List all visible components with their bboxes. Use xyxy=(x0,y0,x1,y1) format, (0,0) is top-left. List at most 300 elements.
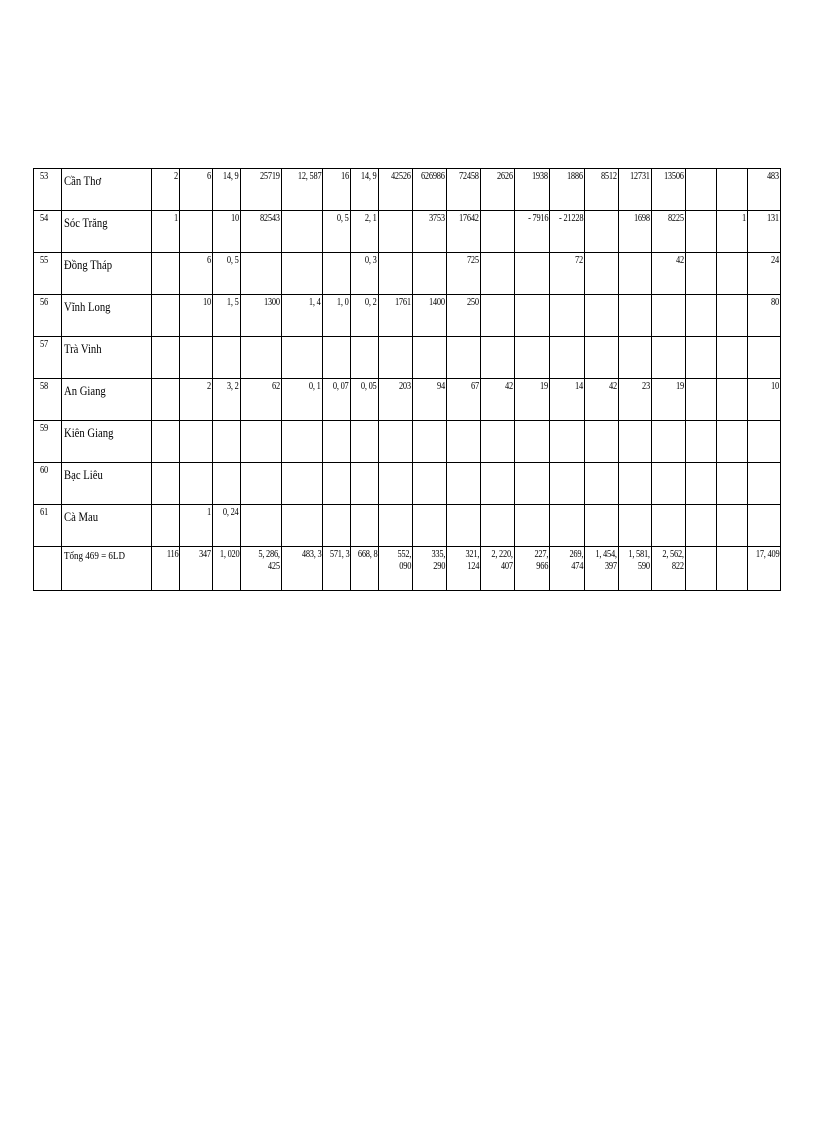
cell-value: 1, 5 xyxy=(227,297,239,308)
cell-value: 25719 xyxy=(260,171,280,182)
table-cell xyxy=(652,421,686,463)
province-name-text: An Giang xyxy=(64,383,106,398)
cell-value: 8512 xyxy=(601,171,617,182)
cell-value: 1400 xyxy=(429,297,445,308)
table-cell xyxy=(323,463,351,505)
table-row xyxy=(34,253,781,295)
table-cell xyxy=(585,463,619,505)
table-cell xyxy=(585,211,619,253)
cell-value: 19 xyxy=(676,381,684,392)
table-cell xyxy=(481,505,515,547)
province-name xyxy=(62,421,152,463)
cell-value: - 21228 xyxy=(558,213,583,224)
row-number-text: 56 xyxy=(40,297,48,308)
table-cell xyxy=(515,463,550,505)
table-cell xyxy=(379,421,413,463)
table-cell xyxy=(748,295,781,337)
cell-value: 725 xyxy=(467,255,479,266)
province-name-text: Kiên Giang xyxy=(64,425,114,440)
cell-value: 0, 2 xyxy=(365,297,377,308)
cell-value: 72 xyxy=(575,255,583,266)
table-cell xyxy=(550,295,585,337)
row-number xyxy=(34,211,62,253)
table-cell xyxy=(748,253,781,295)
table-cell xyxy=(619,295,652,337)
province-name-text: Trà Vinh xyxy=(64,341,102,356)
province-name-text: Cà Mau xyxy=(64,509,99,524)
table-cell xyxy=(241,211,282,253)
table-cell xyxy=(413,379,447,421)
table-cell xyxy=(515,337,550,379)
cell-value: 10 xyxy=(231,213,239,224)
cell-value: 347 xyxy=(199,549,211,560)
cell-value: 483, 3 xyxy=(301,549,321,560)
table-cell xyxy=(323,253,351,295)
table-cell xyxy=(447,463,481,505)
row-number-text: 53 xyxy=(40,171,48,182)
table-cell xyxy=(379,337,413,379)
table-cell xyxy=(213,337,241,379)
total-cell xyxy=(180,547,213,591)
cell-value: 16 xyxy=(341,171,349,182)
table-cell xyxy=(748,169,781,211)
table-cell xyxy=(379,169,413,211)
table-cell xyxy=(748,463,781,505)
total-cell xyxy=(413,547,447,591)
table-cell xyxy=(748,379,781,421)
table-cell xyxy=(180,421,213,463)
total-cell xyxy=(686,547,717,591)
cell-value: 42 xyxy=(676,255,684,266)
cell-value: 12731 xyxy=(630,171,650,182)
table-cell xyxy=(481,337,515,379)
table-cell xyxy=(413,463,447,505)
total-cell xyxy=(351,547,379,591)
cell-value: 0, 24 xyxy=(223,507,239,518)
cell-value: 2 xyxy=(174,171,178,182)
cell-value: 10 xyxy=(771,381,779,392)
cell-value: 227, 966 xyxy=(534,549,548,572)
cell-value: 1886 xyxy=(567,171,583,182)
table-cell xyxy=(717,253,748,295)
total-cell xyxy=(213,547,241,591)
table-cell xyxy=(323,169,351,211)
table-cell xyxy=(413,295,447,337)
cell-value: 335, 290 xyxy=(431,549,445,572)
table-cell xyxy=(550,211,585,253)
table-cell xyxy=(686,463,717,505)
table-cell xyxy=(550,253,585,295)
table-cell xyxy=(585,295,619,337)
cell-value: 3753 xyxy=(429,213,445,224)
table-cell xyxy=(619,169,652,211)
table-cell xyxy=(152,295,180,337)
table-cell xyxy=(180,463,213,505)
cell-value: 5, 286, 425 xyxy=(258,549,280,572)
cell-value: 1698 xyxy=(634,213,650,224)
cell-value: 6 xyxy=(207,255,211,266)
table-cell xyxy=(351,505,379,547)
province-name xyxy=(62,463,152,505)
table-cell xyxy=(241,379,282,421)
table-cell xyxy=(585,337,619,379)
table-cell xyxy=(413,169,447,211)
table-cell xyxy=(241,169,282,211)
table-cell xyxy=(619,379,652,421)
table-cell xyxy=(413,211,447,253)
cell-value: 1761 xyxy=(395,297,411,308)
cell-value: 8225 xyxy=(668,213,684,224)
cell-value: 24 xyxy=(771,255,779,266)
table-cell xyxy=(152,379,180,421)
table-cell xyxy=(481,421,515,463)
total-label xyxy=(62,547,152,591)
cell-value: 94 xyxy=(437,381,445,392)
row-number xyxy=(34,463,62,505)
total-cell xyxy=(323,547,351,591)
table-cell xyxy=(717,337,748,379)
row-number-text: 55 xyxy=(40,255,48,266)
total-cell xyxy=(652,547,686,591)
total-cell xyxy=(717,547,748,591)
table-cell xyxy=(180,379,213,421)
table-cell xyxy=(241,253,282,295)
cell-value: 0, 1 xyxy=(309,381,321,392)
table-cell xyxy=(152,421,180,463)
table-cell xyxy=(323,295,351,337)
total-cell xyxy=(550,547,585,591)
province-name-text: Bạc Liêu xyxy=(64,467,103,482)
table-cell xyxy=(652,337,686,379)
table-cell xyxy=(180,337,213,379)
table-row xyxy=(34,337,781,379)
table-cell xyxy=(323,337,351,379)
table-cell xyxy=(213,169,241,211)
table-cell xyxy=(379,211,413,253)
row-number xyxy=(34,337,62,379)
row-number-text: 59 xyxy=(40,423,48,434)
table-row xyxy=(34,379,781,421)
table-cell xyxy=(180,211,213,253)
table-cell xyxy=(481,295,515,337)
table-cell xyxy=(619,505,652,547)
table-cell xyxy=(152,253,180,295)
table-cell xyxy=(619,421,652,463)
cell-value: 552, 090 xyxy=(397,549,411,572)
cell-value: 6 xyxy=(207,171,211,182)
cell-value: 1, 581, 590 xyxy=(628,549,650,572)
table-cell xyxy=(619,337,652,379)
table-cell xyxy=(481,211,515,253)
table-cell xyxy=(213,505,241,547)
table-cell xyxy=(717,505,748,547)
row-number xyxy=(34,295,62,337)
table-cell xyxy=(481,379,515,421)
table-cell xyxy=(241,421,282,463)
table-cell xyxy=(515,421,550,463)
table-cell xyxy=(180,295,213,337)
table-cell xyxy=(652,295,686,337)
table-cell xyxy=(686,421,717,463)
table-cell xyxy=(213,421,241,463)
cell-value: 131 xyxy=(767,213,779,224)
cell-value: 14, 9 xyxy=(223,171,239,182)
table-cell xyxy=(686,211,717,253)
table-cell xyxy=(413,505,447,547)
table-cell xyxy=(351,211,379,253)
table-cell xyxy=(323,505,351,547)
table-cell xyxy=(585,421,619,463)
table-cell xyxy=(652,211,686,253)
table-cell xyxy=(447,253,481,295)
table-cell xyxy=(717,211,748,253)
table-cell xyxy=(447,295,481,337)
cell-value: 42526 xyxy=(391,171,411,182)
table-cell xyxy=(748,337,781,379)
table-cell xyxy=(447,169,481,211)
table-cell xyxy=(351,421,379,463)
table-cell xyxy=(152,463,180,505)
table-cell xyxy=(152,337,180,379)
cell-value: 42 xyxy=(609,381,617,392)
table-cell xyxy=(515,505,550,547)
cell-value: 571, 3 xyxy=(329,549,349,560)
table-cell xyxy=(652,463,686,505)
table-cell xyxy=(351,253,379,295)
table-cell xyxy=(686,505,717,547)
table-cell xyxy=(550,337,585,379)
table-cell xyxy=(748,211,781,253)
cell-value: 13506 xyxy=(664,171,684,182)
cell-value: 1 xyxy=(742,213,746,224)
cell-value: 321, 124 xyxy=(465,549,479,572)
table-cell xyxy=(447,211,481,253)
row-number-text: 60 xyxy=(40,465,48,476)
table-cell xyxy=(447,505,481,547)
table-cell xyxy=(585,379,619,421)
table-cell xyxy=(323,421,351,463)
table-cell xyxy=(351,337,379,379)
table-cell xyxy=(515,295,550,337)
row-number xyxy=(34,547,62,591)
table-cell xyxy=(379,463,413,505)
table-row xyxy=(34,295,781,337)
table-cell xyxy=(550,505,585,547)
table-cell xyxy=(652,379,686,421)
table-row xyxy=(34,211,781,253)
table-cell xyxy=(379,253,413,295)
table-cell xyxy=(550,169,585,211)
province-name-text: Cần Thơ xyxy=(64,173,102,188)
table-cell xyxy=(282,211,323,253)
total-cell xyxy=(619,547,652,591)
table-cell xyxy=(481,463,515,505)
table-cell xyxy=(652,505,686,547)
table-cell xyxy=(152,505,180,547)
province-name-text: Vĩnh Long xyxy=(64,299,111,314)
table-cell xyxy=(515,169,550,211)
cell-value: 2626 xyxy=(497,171,513,182)
province-name xyxy=(62,211,152,253)
province-name xyxy=(62,295,152,337)
cell-value: 72458 xyxy=(459,171,479,182)
province-name xyxy=(62,505,152,547)
table-cell xyxy=(213,463,241,505)
cell-value: - 7916 xyxy=(527,213,548,224)
table-cell xyxy=(282,295,323,337)
total-cell xyxy=(515,547,550,591)
table-cell xyxy=(585,253,619,295)
table-cell xyxy=(152,211,180,253)
row-number xyxy=(34,169,62,211)
table-cell xyxy=(180,169,213,211)
cell-value: 1300 xyxy=(264,297,280,308)
cell-value: 80 xyxy=(771,297,779,308)
table-cell xyxy=(447,379,481,421)
table-cell xyxy=(585,505,619,547)
cell-value: 14 xyxy=(575,381,583,392)
data-table xyxy=(33,168,781,591)
total-label-text: Tổng 469 = 6LD xyxy=(64,550,125,562)
table-cell xyxy=(282,463,323,505)
table-cell xyxy=(447,421,481,463)
table-cell xyxy=(717,421,748,463)
table-cell xyxy=(481,253,515,295)
cell-value: 269, 474 xyxy=(569,549,583,572)
table-cell xyxy=(323,379,351,421)
cell-value: 1, 0 xyxy=(337,297,349,308)
row-number-text: 61 xyxy=(40,507,48,518)
cell-value: 483 xyxy=(767,171,779,182)
table-row xyxy=(34,505,781,547)
table-cell xyxy=(686,337,717,379)
table-cell xyxy=(379,295,413,337)
table-cell xyxy=(619,253,652,295)
table-cell xyxy=(686,169,717,211)
table-cell xyxy=(515,379,550,421)
cell-value: 62 xyxy=(272,381,280,392)
province-name xyxy=(62,169,152,211)
table-cell xyxy=(652,169,686,211)
province-name-text: Sóc Trăng xyxy=(64,215,108,230)
table-cell xyxy=(379,505,413,547)
table-cell xyxy=(213,379,241,421)
table-cell xyxy=(241,337,282,379)
table-cell xyxy=(282,421,323,463)
row-number xyxy=(34,253,62,295)
table-cell xyxy=(282,379,323,421)
total-cell xyxy=(282,547,323,591)
total-cell xyxy=(585,547,619,591)
table-cell xyxy=(717,295,748,337)
cell-value: 626986 xyxy=(421,171,445,182)
cell-value: 1 xyxy=(174,213,178,224)
table-cell xyxy=(686,379,717,421)
cell-value: 2, 562, 822 xyxy=(662,549,684,572)
row-number xyxy=(34,505,62,547)
total-cell xyxy=(241,547,282,591)
table-cell xyxy=(241,505,282,547)
cell-value: 82543 xyxy=(260,213,280,224)
table-cell xyxy=(180,505,213,547)
cell-value: 14, 9 xyxy=(361,171,377,182)
total-cell xyxy=(152,547,180,591)
cell-value: 1, 4 xyxy=(309,297,321,308)
cell-value: 0, 07 xyxy=(333,381,349,392)
table-cell xyxy=(351,463,379,505)
row-number-text: 57 xyxy=(40,339,48,350)
table-cell xyxy=(323,211,351,253)
cell-value: 19 xyxy=(540,381,548,392)
cell-value: 668, 8 xyxy=(357,549,377,560)
table-cell xyxy=(351,295,379,337)
cell-value: 1938 xyxy=(532,171,548,182)
table-row xyxy=(34,169,781,211)
table-cell xyxy=(241,463,282,505)
table-cell xyxy=(652,253,686,295)
table-cell xyxy=(550,379,585,421)
cell-value: 1, 454, 397 xyxy=(595,549,617,572)
cell-value: 2, 1 xyxy=(365,213,377,224)
table-cell xyxy=(213,211,241,253)
cell-value: 23 xyxy=(642,381,650,392)
table-row xyxy=(34,421,781,463)
table-cell xyxy=(717,379,748,421)
table-cell xyxy=(550,463,585,505)
total-cell xyxy=(447,547,481,591)
table-cell xyxy=(282,253,323,295)
table-cell xyxy=(515,253,550,295)
cell-value: 12, 587 xyxy=(297,171,321,182)
table-cell xyxy=(413,253,447,295)
cell-value: 2, 220, 407 xyxy=(491,549,513,572)
cell-value: 1, 020 xyxy=(219,549,239,560)
cell-value: 17, 409 xyxy=(755,549,779,560)
province-name xyxy=(62,379,152,421)
table-cell xyxy=(686,295,717,337)
table-cell xyxy=(447,337,481,379)
table-cell xyxy=(413,421,447,463)
cell-value: 42 xyxy=(505,381,513,392)
table-cell xyxy=(282,169,323,211)
cell-value: 2 xyxy=(207,381,211,392)
table-cell xyxy=(481,169,515,211)
table-cell xyxy=(717,169,748,211)
table-cell xyxy=(282,505,323,547)
cell-value: 0, 3 xyxy=(365,255,377,266)
province-name-text: Đồng Tháp xyxy=(64,257,113,272)
table-row xyxy=(34,463,781,505)
total-cell xyxy=(481,547,515,591)
cell-value: 116 xyxy=(166,549,178,560)
cell-value: 10 xyxy=(203,297,211,308)
total-cell xyxy=(748,547,781,591)
table-cell xyxy=(550,421,585,463)
cell-value: 0, 5 xyxy=(337,213,349,224)
cell-value: 203 xyxy=(399,381,411,392)
cell-value: 1 xyxy=(207,507,211,518)
table-cell xyxy=(748,505,781,547)
table-cell xyxy=(686,253,717,295)
cell-value: 17642 xyxy=(459,213,479,224)
province-name xyxy=(62,337,152,379)
table-cell xyxy=(351,169,379,211)
table-cell xyxy=(213,295,241,337)
cell-value: 0, 05 xyxy=(361,381,377,392)
province-name xyxy=(62,253,152,295)
table-cell xyxy=(282,337,323,379)
table-cell xyxy=(241,295,282,337)
